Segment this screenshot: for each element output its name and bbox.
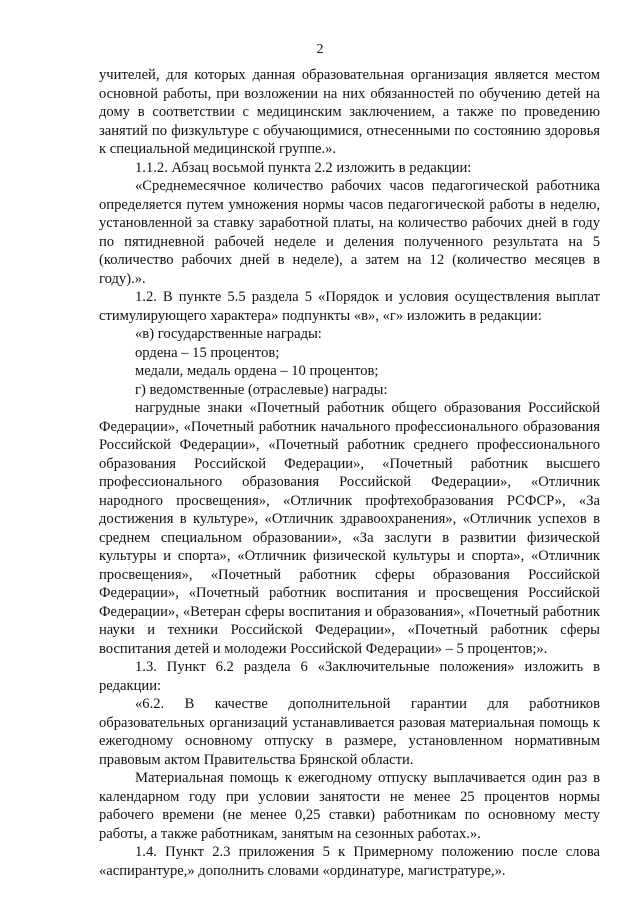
page-number: 2 [316, 42, 324, 57]
paragraph: «в) государственные награды: [135, 326, 322, 342]
paragraph: 1.4. Пункт 2.3 приложения 5 к Примерному положению после слова «аспирантуре,» дополнить словами «ординатуре, магистратуре,». [99, 844, 600, 879]
paragraph: нагрудные знаки «Почетный работник общего образования Российской Федерации», «Почетный работник начального профессионального образования Российской Федерации», «Почетный работник среднего профессионального образования Российской Федерации», «Почетный работник высшего профессионального образования Российской Федерации», «Отличник народного просвещения», «Отличник профтехобразования РСФСР», «За достижения в культуре», «Отличник здравоохранения», «Отличник успехов в среднем специальном образовании», «За заслуги в развитии физической культуры и спорта», «Отличник физической культуры и спорта», «Отличник просвещения», «Почетный работник сферы образования Российской Федерации», «Почетный работник воспитания и просвещения Российской Федерации», «Ветеран сферы воспитания и образования», «Почетный работник науки и техники Российской Федерации», «Почетный работник сферы воспитания детей и молодежи Российской Федерации» – 5 процентов;». [99, 400, 600, 657]
paragraph: Материальная помощь к ежегодному отпуску выплачивается один раз в календарном году при условии занятости не менее 25 процентов нормы рабочего времени (не менее 0,25 ставки) работникам по основному месту работы, а также работникам, занятым на сезонных работах.». [99, 770, 600, 842]
paragraph: учителей, для которых данная образовательная организация является местом основной работы, при возложении на них обязанностей по обучению детей на дому в соответствии с медицинским заключением, а также по проведению занятий по физкультуре с обучающимися, отнесенными по состоянию здоровья к специальной медицинской группе.». [99, 67, 600, 157]
paragraph: 1.1.2. Абзац восьмой пункта 2.2 изложить в редакции: [135, 159, 472, 176]
paragraph: 1.3. Пункт 6.2 раздела 6 «Заключительные положения» изложить в редакции: [99, 659, 600, 694]
paragraph: г) ведомственные (отраслевые) награды: [135, 381, 388, 398]
document-body [99, 66, 600, 880]
paragraph: «6.2. В качестве дополнительной гарантии для работников образовательных организаций устанавливается разовая материальная помощь к ежегодному основному отпуску в размере, установленном нормативным правовым актом Правительства Брянской области. [99, 696, 600, 768]
paragraph: ордена – 15 процентов; [135, 344, 280, 361]
paragraph: 1.2. В пункте 5.5 раздела 5 «Порядок и условия осуществления выплат стимулирующего характера» подпункты «в», «г» изложить в редакции: [99, 289, 600, 324]
paragraph: «Среднемесячное количество рабочих часов педагогической работника определяется путем умножения нормы часов педагогической работы в неделю, установленной за ставку заработной платы, на количество рабочих дней в году по пятидневной рабочей неделе и деления полученного результата на 5 (количество рабочих дней в неделе), а затем на 12 (количество месяцев в году).». [99, 178, 600, 287]
paragraph: медали, медаль ордена – 10 процентов; [135, 363, 379, 379]
